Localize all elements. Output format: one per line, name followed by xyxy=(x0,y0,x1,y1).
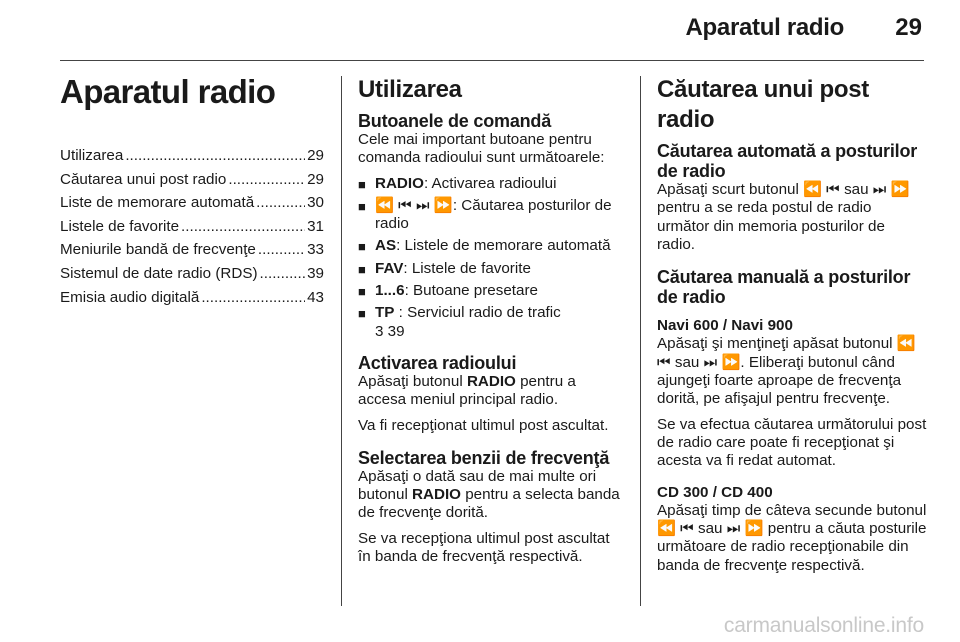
watermark: carmanualsonline.info xyxy=(723,614,924,637)
bullet-item xyxy=(358,237,626,255)
section-title-search: Căutarea unui post radio xyxy=(657,76,869,133)
bullet-text: : Activarea radioului xyxy=(423,174,557,192)
column-divider-2 xyxy=(640,76,641,606)
subheading-control-buttons: Butoanele de comandă xyxy=(358,111,552,131)
button-key: 1...6 xyxy=(375,282,405,300)
button-key: AS xyxy=(375,237,397,255)
toc-label: Meniurile bandă de frecvenţe xyxy=(60,241,256,259)
toc-entry[interactable] xyxy=(60,241,324,265)
bullet-item xyxy=(358,175,626,193)
bullet-text: : Căutarea posturilor de radio xyxy=(375,196,612,233)
toc-leader xyxy=(256,194,305,212)
bullet-item xyxy=(358,282,626,300)
bullet-square-icon: ■ xyxy=(358,306,366,322)
chapter-title: Aparatul radio xyxy=(60,73,276,110)
text: Apăsaţi butonul xyxy=(358,372,467,390)
text: pentru a accesa meniul principal radio. xyxy=(358,372,576,409)
toc-label: Emisia audio digitală xyxy=(60,288,200,306)
paragraph: Se va efectua căutarea următorului post de radio care poate fi recepţionat şi acesta va fi redat automat. xyxy=(657,415,927,470)
toc-page: 31 xyxy=(307,217,324,235)
button-key: RADIO xyxy=(375,174,424,192)
button-key: FAV xyxy=(375,259,404,277)
subheading-auto-search: Căutarea automată a posturilor de radio xyxy=(657,141,918,181)
table-of-contents xyxy=(60,147,324,312)
bullet-square-icon: ■ xyxy=(358,176,366,192)
toc-leader xyxy=(228,171,305,189)
toc-leader xyxy=(260,265,306,283)
button-key: RADIO xyxy=(466,372,516,390)
button-key: RADIO xyxy=(412,486,461,504)
bullet-item xyxy=(358,304,626,322)
cross-reference-link[interactable]: 3 39 xyxy=(375,322,405,340)
toc-leader xyxy=(201,289,305,307)
paragraph: Apăsaţi timp de câteva secunde butonul ⏪ ⏮ sau ⏭ ⏩ pentru a căuta posturile următoare de radio recepţionabile din banda de frecvenţe respectivă. xyxy=(657,501,927,574)
seek-buttons-icon: ⏪ ⏮ ⏭ ⏩ xyxy=(375,196,453,214)
toc-entry[interactable] xyxy=(60,265,324,289)
toc-entry[interactable] xyxy=(60,194,324,218)
toc-label: Liste de memorare automată xyxy=(60,194,255,212)
model-heading-navi: Navi 600 / Navi 900 xyxy=(657,317,793,335)
toc-page: 30 xyxy=(307,194,324,212)
bullet-text: : Listele de memorare automată xyxy=(396,237,611,255)
bullet-text: : Serviciul radio de trafic xyxy=(394,304,561,322)
page-number: 29 xyxy=(895,14,922,41)
model-heading-cd: CD 300 / CD 400 xyxy=(657,483,773,501)
toc-page: 43 xyxy=(307,288,324,306)
subheading-band-select: Selectarea benzii de frecvenţă xyxy=(358,447,610,468)
toc-entry[interactable] xyxy=(60,289,324,313)
column-divider-1 xyxy=(341,76,342,606)
toc-leader xyxy=(125,147,305,165)
text: Apăsaţi o dată sau de mai multe ori butonul xyxy=(358,467,597,504)
bullet-item xyxy=(358,260,626,278)
toc-label: Căutarea unui post radio xyxy=(60,170,227,188)
header-divider xyxy=(60,60,924,61)
control-buttons-intro: Cele mai important butoane pentru comanda radioului sunt următoarele: xyxy=(358,131,605,167)
toc-entry[interactable] xyxy=(60,171,324,195)
usage-column xyxy=(358,73,626,573)
toc-page: 39 xyxy=(307,264,324,282)
section-title-usage: Utilizarea xyxy=(358,76,462,103)
toc-leader xyxy=(181,218,305,236)
paragraph: Apăsaţi scurt butonul ⏪ ⏮ sau ⏭ ⏩ pentru a se reda postul de radio următor din memoria posturilor de radio. xyxy=(657,181,910,253)
bullet-square-icon: ■ xyxy=(358,198,366,214)
toc-entry[interactable] xyxy=(60,147,324,171)
bullet-item xyxy=(358,197,626,234)
paragraph: Apăsaţi şi menţineţi apăsat butonul ⏪ ⏮ sau ⏭ ⏩. Eliberaţi butonul când ajungeţi foarte aproape de frecvenţa dorită, pe afişajul pentru frecvenţe. xyxy=(657,335,916,408)
running-header-title: Aparatul radio xyxy=(685,14,844,41)
bullet-square-icon: ■ xyxy=(358,261,366,277)
bullet-square-icon: ■ xyxy=(358,284,366,300)
paragraph: Va fi recepţionat ultimul post ascultat. xyxy=(358,416,609,434)
toc-leader xyxy=(258,241,305,259)
subheading-radio-activation: Activarea radioului xyxy=(358,352,517,373)
toc-page: 29 xyxy=(307,170,324,188)
bullet-text: : Butoane presetare xyxy=(404,282,538,300)
toc-label: Sistemul de date radio (RDS) xyxy=(60,264,258,282)
paragraph xyxy=(358,373,626,410)
toc-column xyxy=(60,73,324,312)
toc-page: 29 xyxy=(307,147,324,164)
bullet-text: : Listele de favorite xyxy=(403,259,531,277)
toc-entry[interactable] xyxy=(60,218,324,242)
text: pentru a selecta banda de frecvenţe dorită. xyxy=(358,486,620,522)
button-key: TP xyxy=(375,304,395,322)
paragraph: Se va recepţiona ultimul post ascultat în banda de frecvenţă respectivă. xyxy=(358,529,610,566)
toc-label: Listele de favorite xyxy=(60,217,180,235)
toc-page: 33 xyxy=(307,241,324,259)
search-column xyxy=(657,73,927,582)
toc-label: Utilizarea xyxy=(60,147,124,164)
bullet-square-icon: ■ xyxy=(358,239,366,255)
paragraph xyxy=(358,468,626,523)
subheading-manual-search: Căutarea manuală a posturilor de radio xyxy=(657,267,911,308)
